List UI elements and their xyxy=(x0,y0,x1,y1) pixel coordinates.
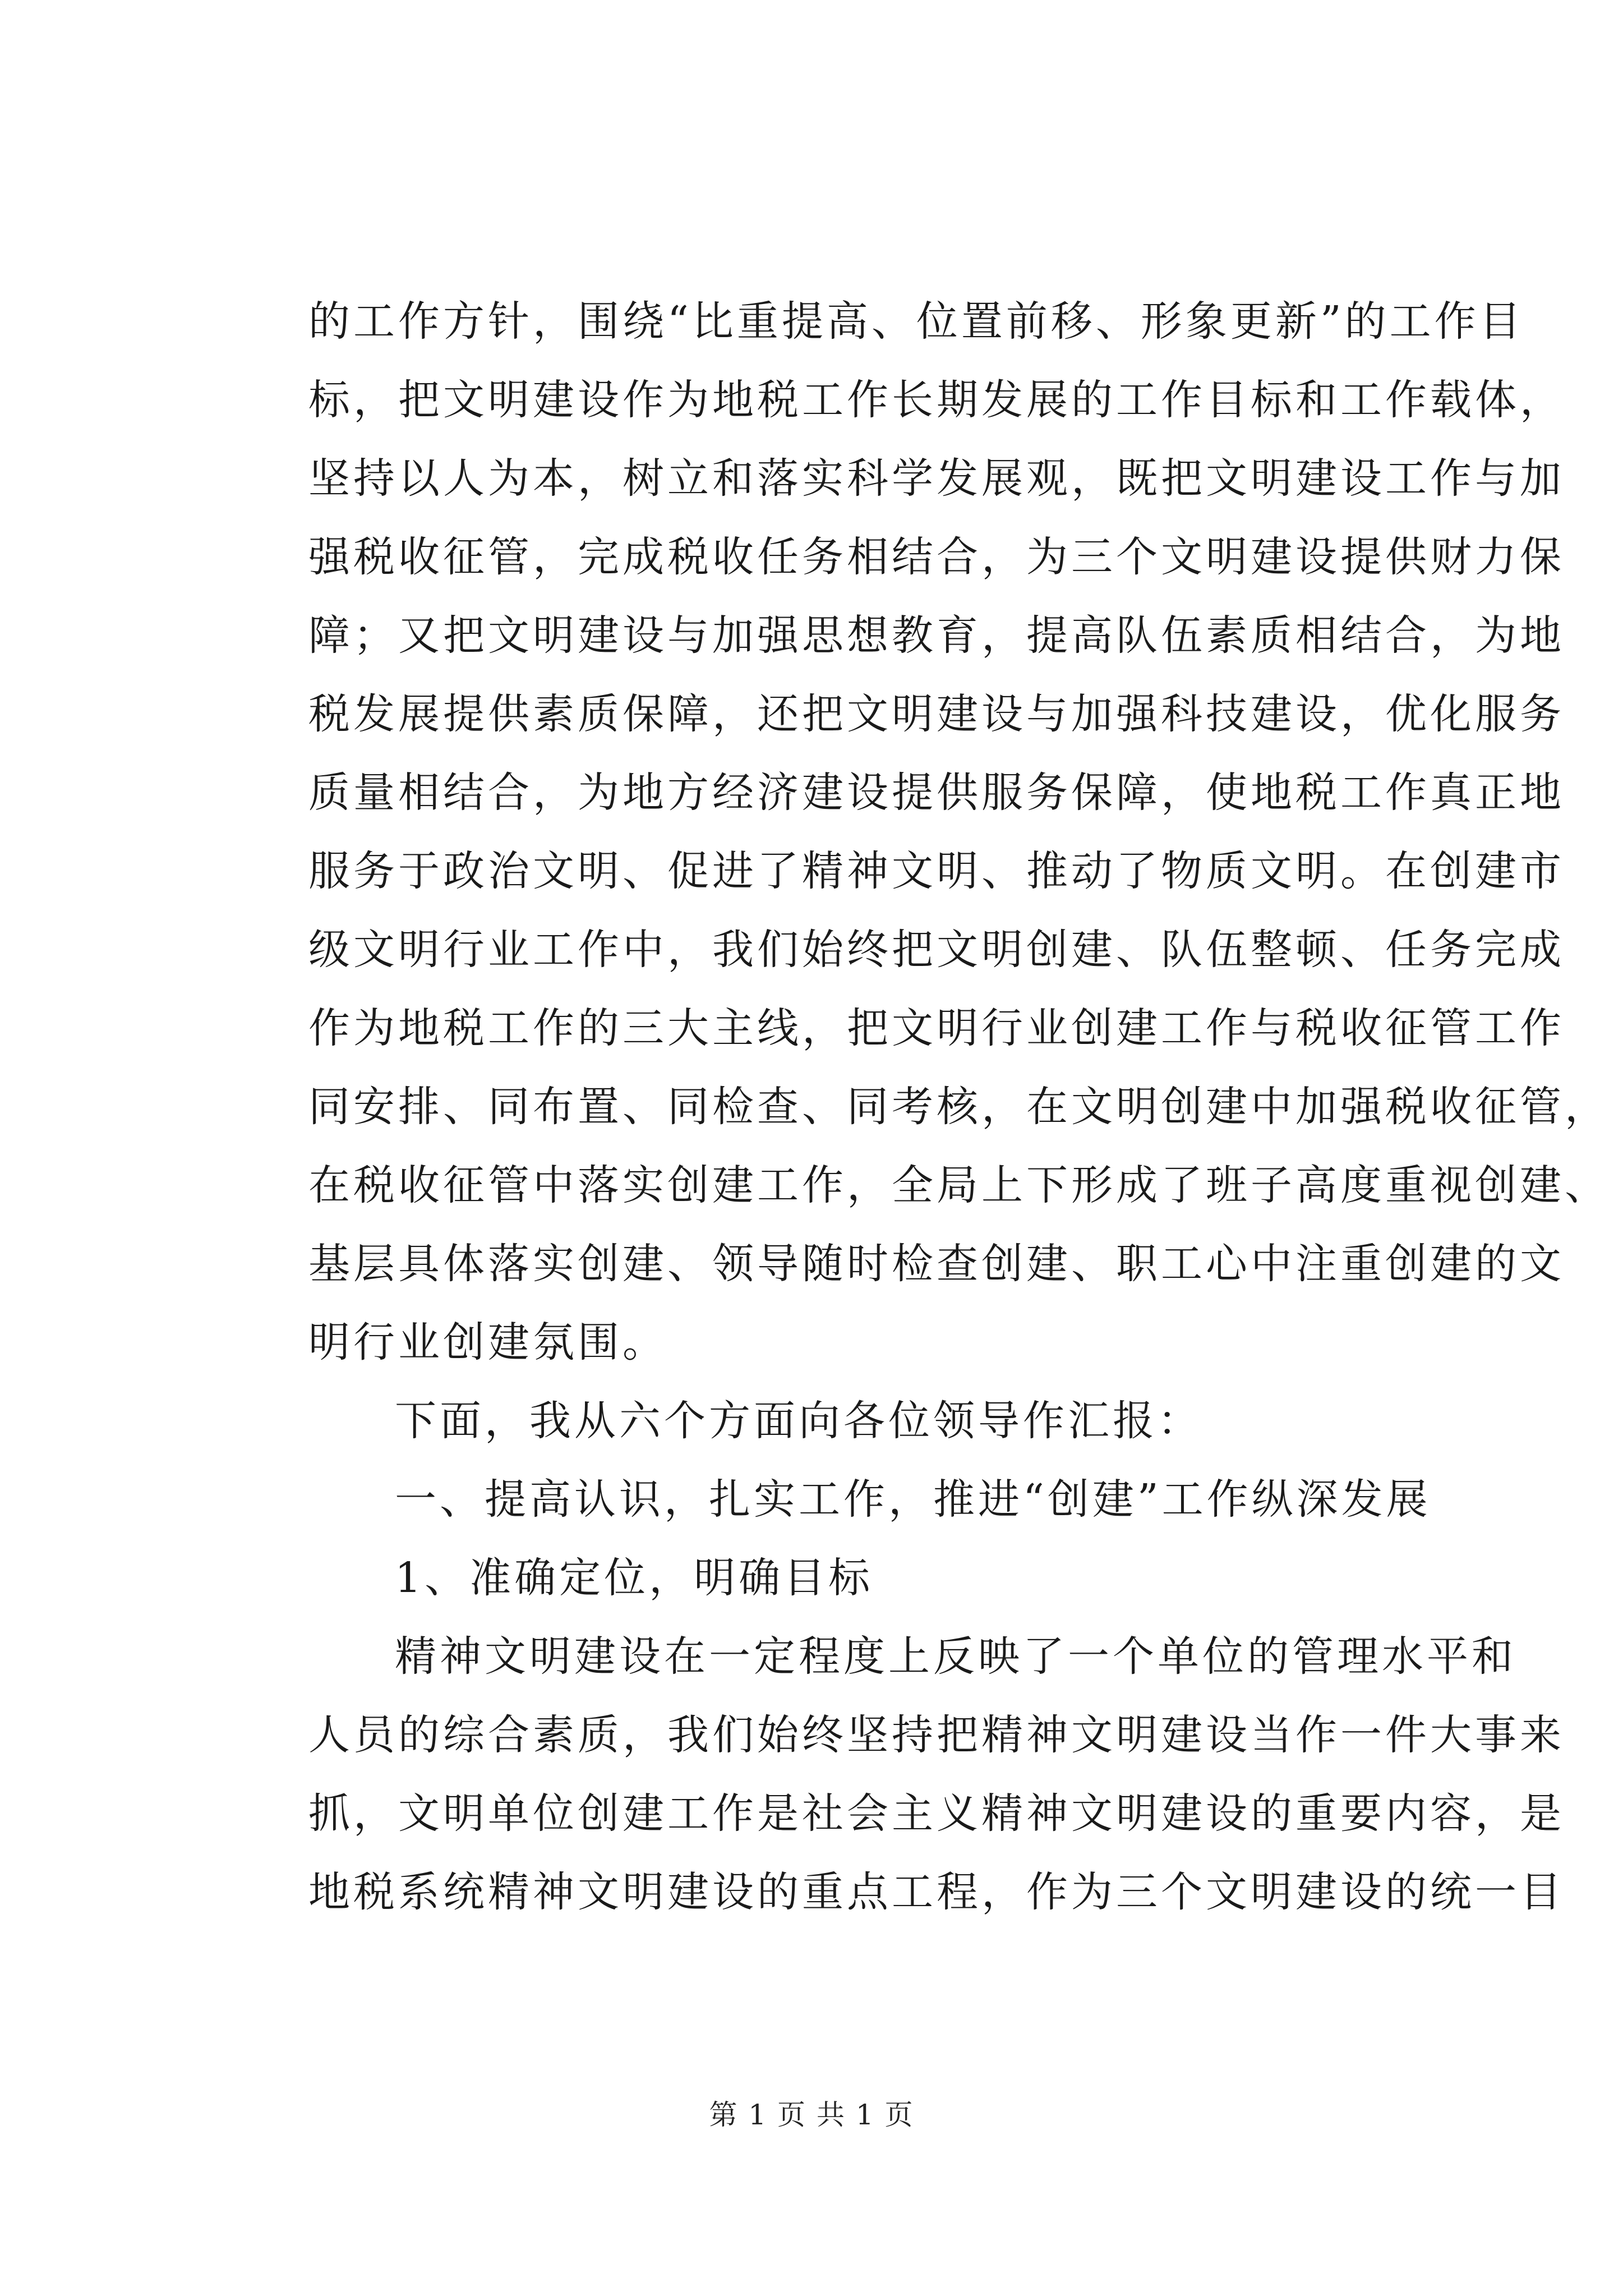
paragraph-line: 障；又把文明建设与加强思想教育，提高队伍素质相结合，为地 xyxy=(308,611,1565,660)
paragraph-line: 人员的综合素质，我们始终坚持把精神文明建设当作一件大事来 xyxy=(308,1711,1565,1759)
paragraph-line: 标，把文明建设作为地税工作长期发展的工作目标和工作载体， xyxy=(308,376,1565,424)
paragraph-line: 精神文明建设在一定程度上反映了一个单位的管理水平和 xyxy=(395,1632,1516,1681)
paragraph-line: 的工作方针，围绕“比重提高、位置前移、形象更新”的工作目 xyxy=(308,297,1524,346)
subsection-heading: 1、准确定位，明确目标 xyxy=(395,1554,874,1602)
section-heading: 一、提高认识，扎实工作，推进“创建”工作纵深发展 xyxy=(395,1475,1431,1524)
paragraph-line: 抓，文明单位创建工作是社会主义精神文明建设的重要内容，是 xyxy=(308,1789,1565,1838)
paragraph-line: 下面，我从六个方面向各位领导作汇报： xyxy=(395,1397,1202,1445)
paragraph-line: 在税收征管中落实创建工作，全局上下形成了班子高度重视创建、 xyxy=(308,1161,1610,1209)
page-number-footer: 第 1 页 共 1 页 xyxy=(709,2099,914,2131)
paragraph-line: 作为地税工作的三大主线，把文明行业创建工作与税收征管工作 xyxy=(308,1004,1565,1052)
paragraph-line: 服务于政治文明、促进了精神文明、推动了物质文明。在创建市 xyxy=(308,847,1565,895)
paragraph-line: 级文明行业工作中，我们始终把文明创建、队伍整顿、任务完成 xyxy=(308,926,1565,974)
paragraph-line: 基层具体落实创建、领导随时检查创建、职工心中注重创建的文 xyxy=(308,1240,1565,1288)
paragraph-line: 强税收征管，完成税收任务相结合，为三个文明建设提供财力保 xyxy=(308,533,1565,581)
paragraph-line: 质量相结合，为地方经济建设提供服务保障，使地税工作真正地 xyxy=(308,769,1565,817)
paragraph-line: 明行业创建氛围。 xyxy=(308,1318,667,1366)
paragraph-line: 同安排、同布置、同检查、同考核，在文明创建中加强税收征管， xyxy=(308,1083,1610,1131)
paragraph-line: 税发展提供素质保障，还把文明建设与加强科技建设，优化服务 xyxy=(308,690,1565,738)
paragraph-line: 地税系统精神文明建设的重点工程，作为三个文明建设的统一目 xyxy=(308,1868,1565,1916)
paragraph-line: 坚持以人为本，树立和落实科学发展观，既把文明建设工作与加 xyxy=(308,454,1565,503)
